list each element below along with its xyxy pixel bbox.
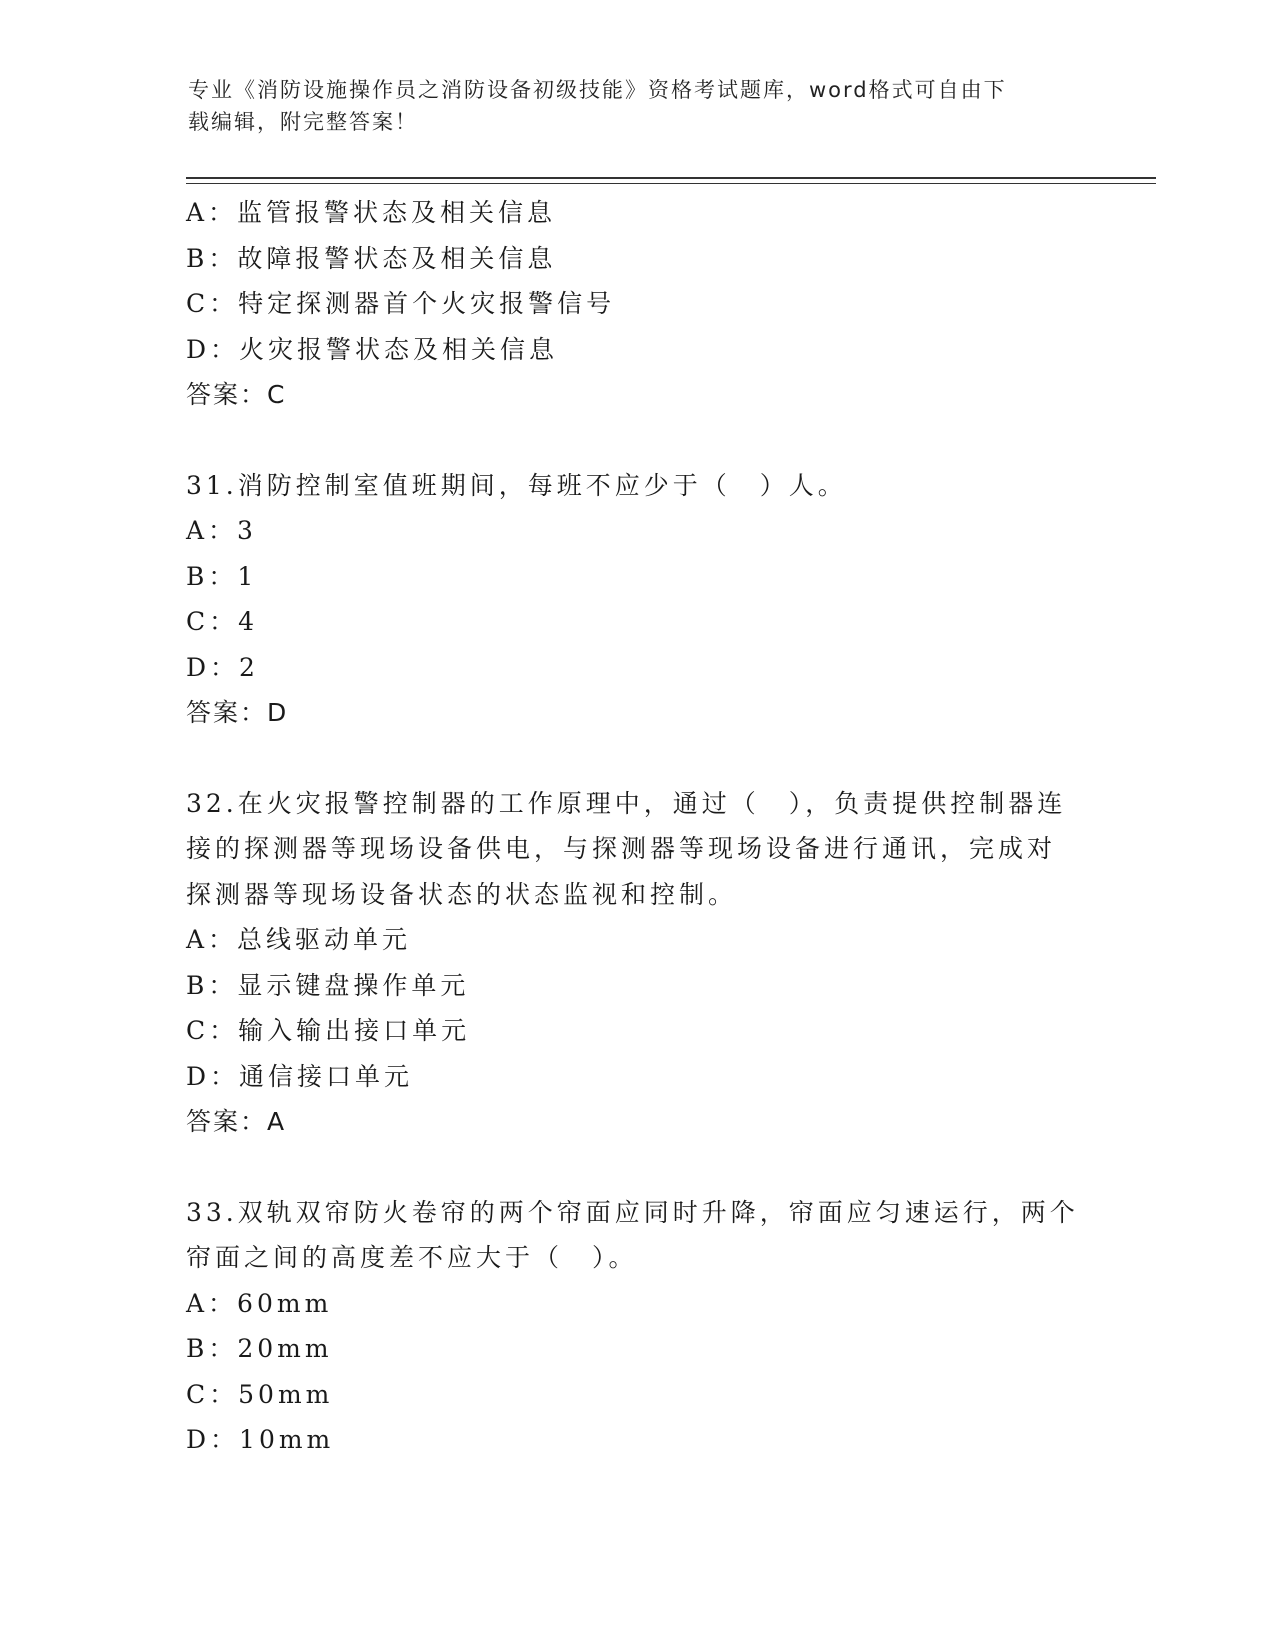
answer: 答案：C: [186, 380, 287, 409]
option-d: D：通信接口单元: [186, 1061, 414, 1091]
question-33: [186, 1190, 1086, 1463]
document-header: [188, 74, 1068, 138]
option-c: C：特定探测器首个火灾报警信号: [186, 289, 616, 318]
header-line-2: 载编辑，附完整答案！: [188, 110, 418, 134]
option-d: D：10mm: [186, 1425, 335, 1454]
question-list: [186, 190, 1086, 1463]
question-32: [186, 781, 1086, 1145]
option-a: A：60mm: [186, 1288, 333, 1318]
header-line-1: 专业《消防设施操作员之消防设备初级技能》资格考试题库，word格式可自由下: [188, 78, 1007, 102]
question-30: [186, 190, 1086, 418]
option-c: C：输入输出接口单元: [186, 1016, 471, 1045]
question-stem: [186, 1190, 1086, 1281]
question-stem: 31.消防控制室值班期间，每班不应少于（ ）人。: [186, 470, 847, 500]
stem-line-1: 33.双轨双帘防火卷帘的两个帘面应同时升降，帘面应匀速运行，两个: [186, 1197, 1079, 1227]
header-divider-thin: [186, 183, 1156, 184]
answer: 答案：D: [186, 698, 289, 727]
spacer: [186, 736, 1086, 781]
stem-line-2: 接的探测器等现场设备供电，与探测器等现场设备进行通讯，完成对: [186, 834, 1057, 863]
spacer: [186, 1145, 1086, 1190]
option-c: C：50mm: [186, 1379, 334, 1409]
stem-line-2: 帘面之间的高度差不应大于（ ）。: [186, 1243, 638, 1272]
option-b: B：显示键盘操作单元: [186, 970, 470, 1000]
option-a: A：3: [186, 516, 257, 545]
option-d: D：2: [186, 652, 259, 682]
spacer: [186, 418, 1086, 463]
option-d: D：火灾报警状态及相关信息: [186, 334, 559, 364]
stem-line-3: 探测器等现场设备状态的状态监视和控制。: [186, 879, 738, 909]
option-b: B：20mm: [186, 1334, 333, 1363]
question-stem: [186, 781, 1086, 918]
option-a: A：总线驱动单元: [186, 925, 412, 954]
answer: 答案：A: [186, 1107, 287, 1136]
option-c: C：4: [186, 607, 259, 636]
option-a: A：监管报警状态及相关信息: [186, 198, 557, 227]
question-31: [186, 463, 1086, 736]
option-b: B：1: [186, 561, 258, 591]
header-divider-thick: [186, 177, 1156, 179]
stem-line-1: 32.在火灾报警控制器的工作原理中，通过（ ），负责提供控制器连: [186, 788, 1067, 818]
option-b: B：故障报警状态及相关信息: [186, 243, 557, 273]
